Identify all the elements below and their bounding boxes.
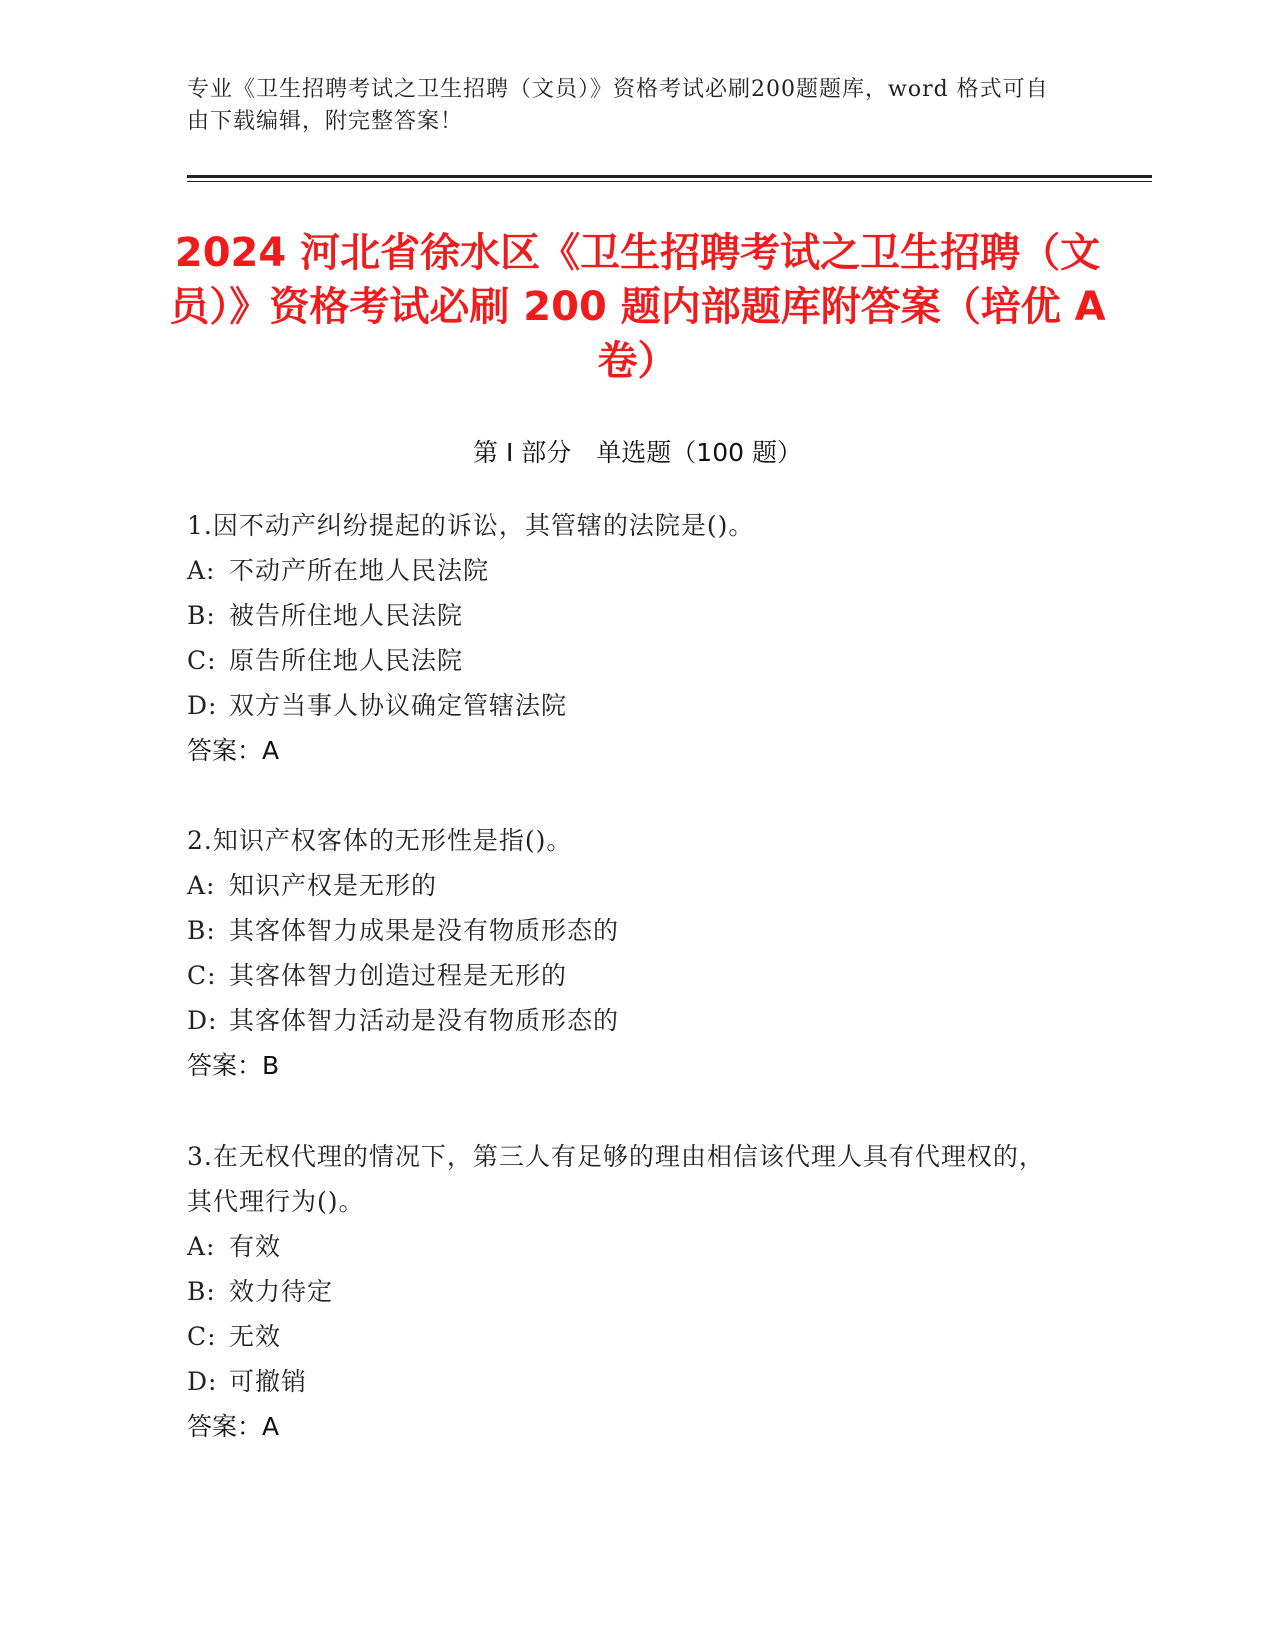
option-letter: C: xyxy=(187,646,217,675)
header-divider xyxy=(187,175,1152,178)
option-c xyxy=(187,953,1067,998)
option-letter: D: xyxy=(187,1006,218,1035)
option-d xyxy=(187,683,1067,728)
question-3 xyxy=(187,1134,1067,1449)
option-letter: A: xyxy=(187,871,216,900)
option-letter: A: xyxy=(187,556,216,585)
option-text: 被告所住地人民法院 xyxy=(229,601,464,630)
option-letter: C: xyxy=(187,1322,217,1351)
option-text: 其客体智力活动是没有物质形态的 xyxy=(229,1006,620,1035)
option-letter: A: xyxy=(187,1232,216,1261)
option-text: 无效 xyxy=(229,1322,282,1351)
answer: 答案：B xyxy=(187,1051,280,1080)
option-letter: C: xyxy=(187,961,217,990)
option-text: 其客体智力创造过程是无形的 xyxy=(229,961,568,990)
option-c xyxy=(187,638,1067,683)
option-d xyxy=(187,998,1067,1043)
option-letter: D: xyxy=(187,691,218,720)
option-b xyxy=(187,1269,1067,1314)
header-note: 专业《卫生招聘考试之卫生招聘（文员）》资格考试必刷200题题库，word 格式可自由下载编辑，附完整答案！ xyxy=(187,77,1049,134)
option-text: 可撤销 xyxy=(229,1367,308,1396)
header-divider-thin xyxy=(187,181,1152,182)
option-d xyxy=(187,1359,1067,1404)
option-a xyxy=(187,1224,1067,1269)
section-title: 第 I 部分 单选题（100 题） xyxy=(473,438,802,467)
document-title: 2024 河北省徐水区《卫生招聘考试之卫生招聘（文员）》资格考试必刷 200 题内部题库附答案（培优 A 卷） xyxy=(169,230,1106,384)
option-text: 知识产权是无形的 xyxy=(229,871,438,900)
option-text: 效力待定 xyxy=(229,1277,334,1306)
option-b xyxy=(187,908,1067,953)
option-text: 原告所住地人民法院 xyxy=(229,646,464,675)
option-a xyxy=(187,548,1067,593)
question-2 xyxy=(187,818,1067,1088)
question-stem: 2.知识产权客体的无形性是指()。 xyxy=(187,826,573,855)
question-1 xyxy=(187,503,1067,773)
answer: 答案：A xyxy=(187,1412,280,1441)
question-stem: 3.在无权代理的情况下，第三人有足够的理由相信该代理人具有代理权的，其代理行为()。 xyxy=(187,1142,1045,1216)
option-text: 其客体智力成果是没有物质形态的 xyxy=(229,916,620,945)
option-a xyxy=(187,863,1067,908)
option-b xyxy=(187,593,1067,638)
option-letter: D: xyxy=(187,1367,218,1396)
option-text: 不动产所在地人民法院 xyxy=(229,556,490,585)
option-c xyxy=(187,1314,1067,1359)
option-letter: B: xyxy=(187,916,216,945)
question-stem: 1.因不动产纠纷提起的诉讼，其管辖的法院是()。 xyxy=(187,511,755,540)
option-letter: B: xyxy=(187,601,216,630)
answer: 答案：A xyxy=(187,736,280,765)
option-text: 有效 xyxy=(229,1232,282,1261)
option-letter: B: xyxy=(187,1277,216,1306)
option-text: 双方当事人协议确定管辖法院 xyxy=(229,691,568,720)
